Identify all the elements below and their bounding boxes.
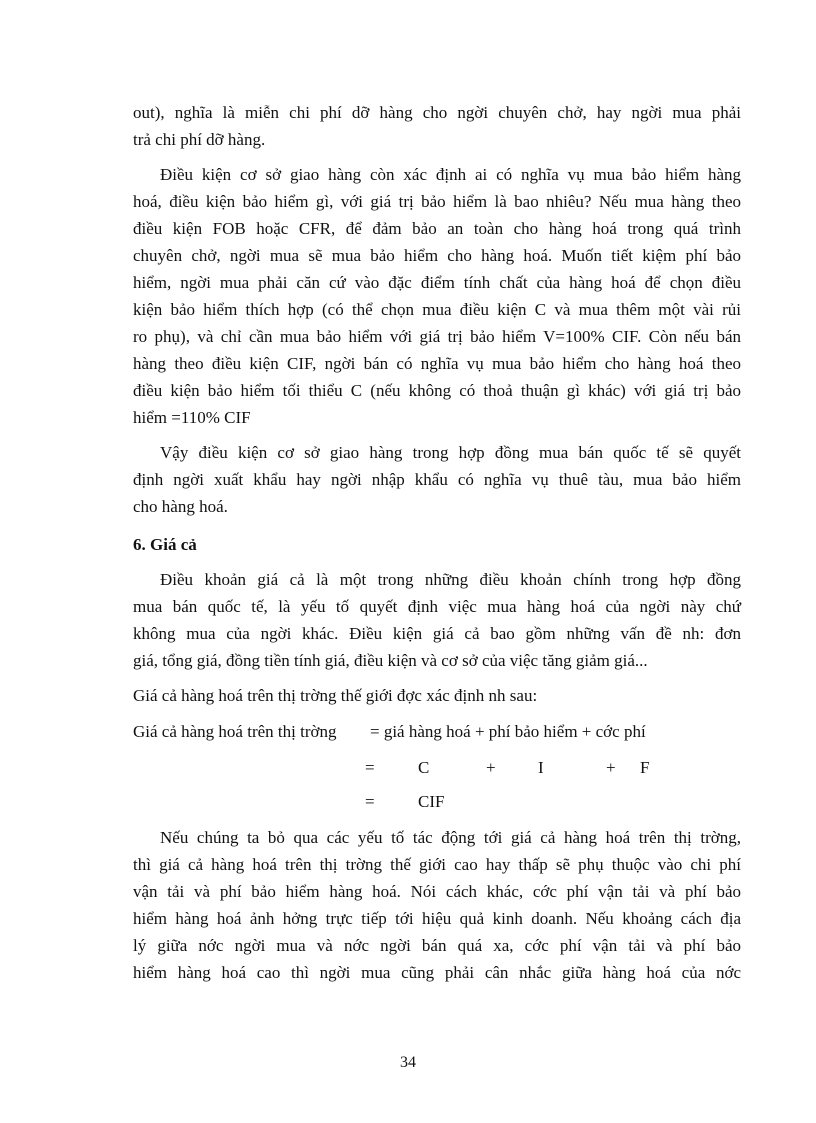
text-line: hoá, điều kiện bảo hiểm gì, với giá trị bảo hiểm là bao nhiêu? Nếu mua hàng theo: [133, 192, 741, 211]
text-line: hàng theo điều kiện CIF, ngời bán có nghĩa vụ mua bảo hiểm cho hàng hoá theo: [133, 354, 741, 373]
text-line: không mua của ngời khác. Điều kiện giá cả bao gồm những vấn đề nh: đơn: [133, 624, 741, 643]
text-line: Nếu chúng ta bỏ qua các yếu tố tác động tới giá cả hàng hoá trên thị trờng,: [160, 828, 741, 847]
text-line: out), nghĩa là miễn chi phí dỡ hàng cho ngời chuyên chở, hay ngời mua phải: [133, 103, 741, 122]
formula-rhs: = giá hàng hoá + phí bảo hiểm + cớc phí: [370, 722, 646, 741]
text-line: ro phụ), và chỉ cần mua bảo hiểm với giá trị bảo hiểm V=100% CIF. Còn nếu bán: [133, 327, 741, 346]
formula-intro: Giá cả hàng hoá trên thị trờng thế giới đợc xác định nh sau:: [133, 686, 538, 705]
text-line: Vậy điều kiện cơ sở giao hàng trong hợp đồng mua bán quốc tế sẽ quyết: [160, 443, 741, 462]
text-line: mua bán quốc tế, là yếu tố quyết định việc mua hàng hoá của ngời này chứ: [133, 597, 741, 616]
formula-equals: =: [365, 758, 375, 777]
text-line: lý giữa nớc ngời mua và nớc ngời bán quá xa, cớc phí vận tải và phí bảo: [133, 936, 741, 955]
text-line: hiểm =110% CIF: [133, 408, 251, 427]
formula-plus: +: [606, 758, 616, 777]
text-line: hiểm, ngời mua phải căn cứ vào đặc điểm tính chất của hàng hoá để chọn điều: [133, 273, 741, 292]
formula-plus: +: [486, 758, 496, 777]
text-line: thì giá cả hàng hoá trên thị trờng thế giới cao hay thấp sẽ phụ thuộc vào chi phí: [133, 855, 741, 874]
formula-result: CIF: [418, 792, 445, 811]
section-heading: 6. Giá cả: [133, 535, 197, 554]
formula-term-c: C: [418, 758, 430, 777]
text-line: điều kiện FOB hoặc CFR, để đảm bảo an toàn cho hàng hoá trong quá trình: [133, 219, 741, 238]
formula-term-i: I: [538, 758, 544, 777]
text-line: cho hàng hoá.: [133, 497, 228, 516]
text-line: định ngời xuất khẩu hay ngời nhập khẩu có nghĩa vụ thuê tàu, mua bảo hiểm: [133, 470, 741, 489]
text-line: kiện bảo hiểm thích hợp (có thể chọn mua điều kiện C và mua thêm một vài rủi: [133, 300, 741, 319]
formula-lhs: Giá cả hàng hoá trên thị trờng: [133, 722, 337, 741]
text-line: chuyên chở, ngời mua sẽ mua bảo hiểm cho hàng hoá. Muốn tiết kiệm phí bảo: [133, 246, 741, 265]
page-number: 34: [400, 1054, 416, 1071]
text-line: giá, tổng giá, đồng tiền tính giá, điều kiện và cơ sở của việc tăng giảm giá...: [133, 651, 648, 670]
formula-equals: =: [365, 792, 375, 811]
text-line: Điều khoản giá cả là một trong những điều khoản chính trong hợp đồng: [160, 570, 741, 589]
text-line: vận tải và phí bảo hiểm hàng hoá. Nói cách khác, cớc phí vận tải và phí bảo: [133, 882, 741, 901]
text-line: điều kiện bảo hiểm tối thiểu C (nếu không có thoả thuận gì khác) với giá trị bảo: [133, 381, 741, 400]
text-line: trả chi phí dỡ hàng.: [133, 130, 266, 149]
text-line: Điều kiện cơ sở giao hàng còn xác định ai có nghĩa vụ mua bảo hiểm hàng: [160, 165, 741, 184]
formula-term-f: F: [640, 758, 650, 777]
text-line: hiểm hàng hoá ảnh hởng trực tiếp tới hiệu quả kinh doanh. Nếu khoảng cách địa: [133, 909, 741, 928]
text-line: hiểm hàng hoá cao thì ngời mua cũng phải cân nhắc giữa hàng hoá của nớc: [133, 963, 741, 982]
